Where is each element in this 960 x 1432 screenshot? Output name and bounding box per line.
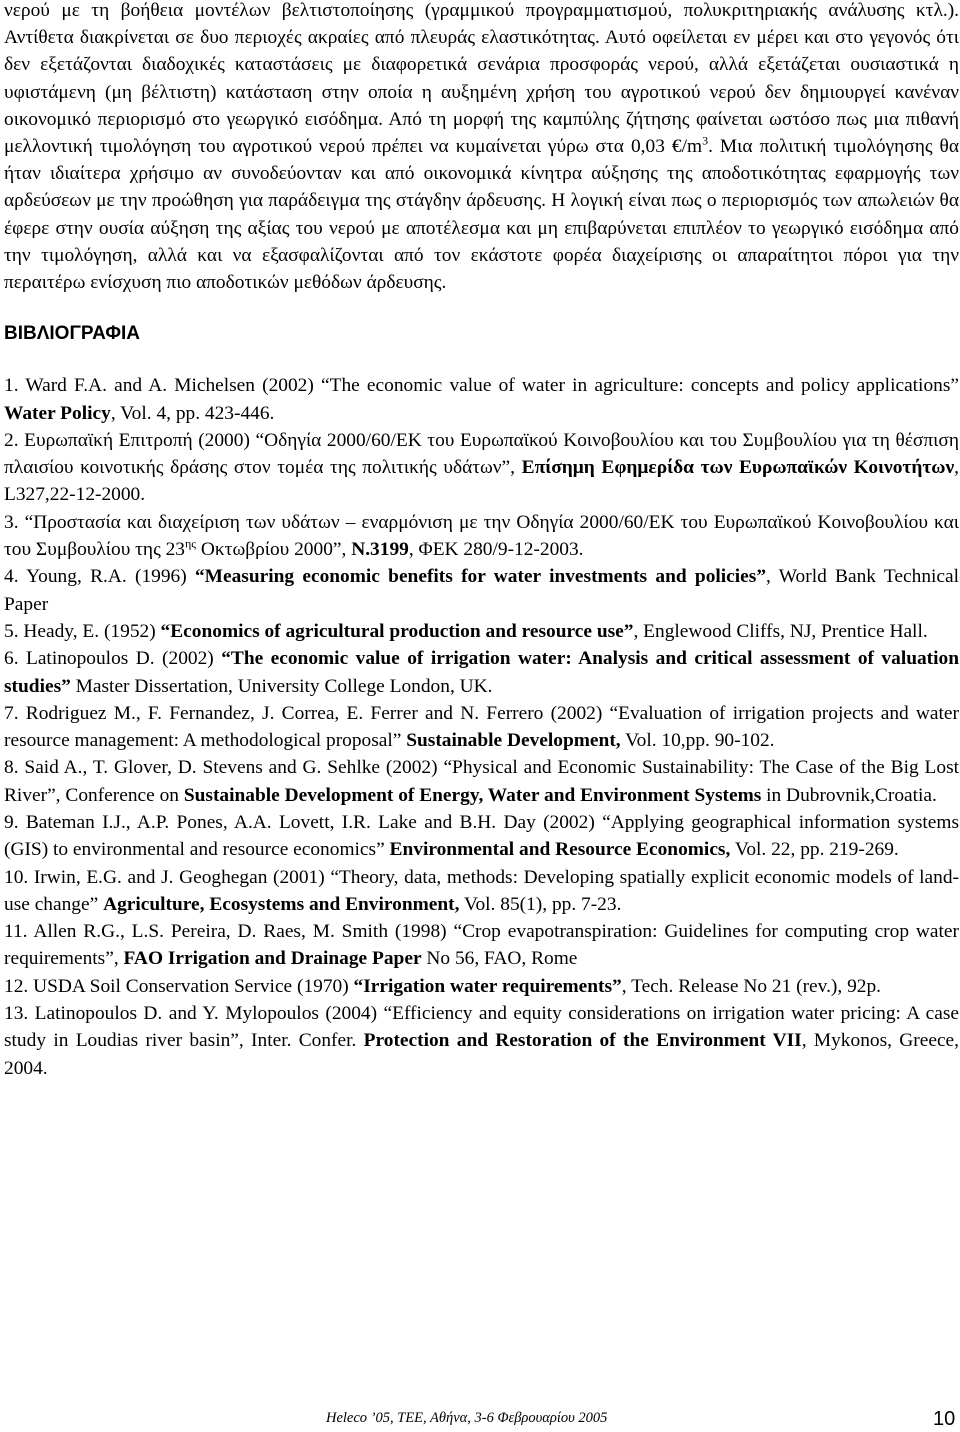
reference-text: , Tech. Release No 21 (rev.), 92p.	[621, 975, 882, 997]
document-page	[4, 0, 959, 1082]
reference-text: Master Dissertation, University College London, UK.	[70, 675, 493, 697]
reference-text: 1. Ward F.A. and A. Michelsen (2002) “The economic value of water in agriculture: concepts and policy applications”	[4, 375, 959, 397]
reference-item	[4, 509, 959, 564]
reference-text: , Englewood Cliffs, NJ, Prentice Hall.	[633, 620, 928, 642]
reference-item	[4, 700, 959, 755]
reference-text: 4. Young, R.A. (1996)	[4, 566, 195, 588]
reference-item	[4, 864, 959, 919]
reference-text: 8. Said A., T. Glover, D. Stevens and G. Sehlke (2002) “Physical and Economic Sustainability: The Case of the Big Lost River”, Conference on	[4, 757, 959, 806]
reference-text: 11. Allen R.G., L.S. Pereira, D. Raes, M. Smith (1998) “Crop evapotranspiration: Guidelines for computing crop water requirements”,	[4, 921, 959, 970]
paragraph-superscript: 3	[702, 133, 709, 148]
reference-item	[4, 918, 959, 973]
reference-text: 12. USDA Soil Conservation Service (1970)	[4, 975, 354, 997]
reference-item	[4, 563, 959, 618]
reference-bold-text: Agriculture, Ecosystems and Environment,	[103, 893, 460, 915]
reference-text: No 56, FAO, Rome	[421, 948, 578, 970]
reference-text: , Vol. 4, pp. 423-446.	[110, 402, 275, 424]
reference-bold-text: Επίσημη Εφημερίδα των Ευρωπαϊκών Κοινοτήτων	[521, 457, 955, 479]
reference-text: , ΦΕΚ 280/9-12-2003.	[408, 539, 584, 561]
reference-text: 6. Latinopoulos D. (2002)	[4, 648, 222, 670]
reference-item	[4, 427, 959, 509]
reference-text: Οκτωβρίου 2000”,	[196, 539, 352, 561]
reference-text: Vol. 22, pp. 219-269.	[730, 839, 899, 861]
body-paragraph	[4, 0, 959, 296]
reference-bold-text: Environmental and Resource Economics,	[389, 839, 731, 861]
reference-bold-text: FAO Irrigation and Drainage Paper	[123, 948, 422, 970]
reference-text: , L327,22-12-2000.	[4, 457, 959, 506]
reference-bold-text: Ν.3199	[351, 539, 409, 561]
reference-bold-text: “Economics of agricultural production and resource use”	[160, 620, 634, 642]
reference-text: , World Bank Technical Paper	[4, 566, 959, 615]
reference-bold-text: Water Policy	[4, 402, 111, 424]
reference-bold-text: “Irrigation water requirements”	[353, 975, 622, 997]
reference-bold-text: Sustainable Development,	[406, 730, 621, 752]
reference-bold-text: “The economic value of irrigation water: Analysis and critical assessment of valuation studies”	[4, 648, 960, 697]
reference-item	[4, 809, 959, 864]
reference-text: 7. Rodriguez M., F. Fernandez, J. Correa, E. Ferrer and N. Ferrero (2002) “Evaluation of irrigation projects and water resource management: A methodological proposal”	[4, 702, 959, 752]
reference-text: 3. “Προστασία και διαχείριση των υδάτων – εναρμόνιση με την Οδηγία 2000/60/ΕΚ του Ευρωπαϊκού Κοινοβουλίου και του Συμβουλίου της 23	[4, 511, 959, 561]
reference-bold-text: Protection and Restoration of the Environment VII	[363, 1030, 802, 1052]
bibliography-heading: ΒΙΒΛΙΟΓΡΑΦΙΑ	[4, 323, 140, 345]
paragraph-text: νερού με τη βοήθεια μοντέλων βελτιστοποίησης (γραμμικού προγραμματισμού, πολυκριτηριακής ανάλυσης κτλ.). Αντίθετα διακρίνεται σε δυο περιοχές ακραίες από πλευράς ελαστικότητας. Αυτό οφείλεται εν μέρει και στο γεγονός ότι δεν εξετάζονται διαδοχικές καταστάσεις με διαφορετικά σενάρια προσφοράς νερού, αλλά εξετάζεται ουσιαστικά η υφιστάμενη (μη βέλτιστη) κατάσταση στην οποία η αυξημένη χρήση του αγροτικού νερού δεν δημιουργεί κανέναν οικονομικό περιορισμό στο γεωργικό εισόδημα. Από τη μορφή της καμπύλης ζήτησης φαίνεται ωστόσο πως μια πιθανή μελλοντική τιμολόγηση του αγροτικού νερού πρέπει να κυμαίνεται γύρω στα 0,03 €/m	[4, 0, 959, 158]
reference-text: Vol. 10,pp. 90-102.	[620, 730, 775, 752]
page-number: 10	[933, 1408, 956, 1430]
reference-item	[4, 973, 959, 1000]
reference-text: Vol. 85(1), pp. 7-23.	[459, 893, 622, 915]
reference-item	[4, 618, 959, 645]
reference-item	[4, 372, 959, 427]
reference-superscript: ης	[185, 536, 197, 551]
reference-bold-text: “Measuring economic benefits for water investments and policies”	[194, 566, 767, 588]
reference-text: 9. Bateman I.J., A.P. Pones, A.A. Lovett, I.R. Lake and B.H. Day (2002) “Applying geographical information systems (GIS) to environmental and resource economics”	[4, 811, 959, 861]
reference-item	[4, 754, 959, 809]
reference-bold-text: Sustainable Development of Energy, Water and Environment Systems	[183, 784, 762, 806]
reference-text: 2. Ευρωπαϊκή Επιτροπή (2000) “Οδηγία 2000/60/ΕΚ του Ευρωπαϊκού Κοινοβουλίου και του Συμβουλίου για τη θέσπιση πλαισίου κοινοτικής δράσης στον τομέα της πολιτικής υδάτων”,	[4, 429, 959, 479]
footer-conference-note: Heleco ’05, ΤΕΕ, Αθήνα, 3-6 Φεβρουαρίου 2005	[326, 1410, 608, 1426]
reference-text: 5. Heady, E. (1952)	[4, 620, 161, 642]
reference-text: 10. Irwin, E.G. and J. Geoghegan (2001) “Theory, data, methods: Developing spatially explicit economic models of land-use change”	[4, 866, 959, 915]
reference-list	[4, 372, 959, 1082]
reference-item	[4, 1000, 959, 1082]
reference-text: 13. Latinopoulos D. and Y. Mylopoulos (2004) “Efficiency and equity considerations on irrigation water pricing: A case study in Loudias river basin”, Inter. Confer.	[4, 1003, 959, 1052]
paragraph-text-end: . Μια πολιτική τιμολόγησης θα ήταν ιδιαίτερα χρήσιμο αν συνοδεύονταν και από οικονομικά κίνητρα αύξησης της αποδοτικότητας εφαρμογής των αρδεύσεων με την προώθηση για παράδειγμα της στάγδην άρδευσης. Η λογική είναι πως ο περιορισμός των απωλειών θα έφερε στην ουσία αύξηση της αξίας του νερού με αποτέλεσμα και μη επιβαρύνεται επιπλέον το γεωργικό εισόδημα από την τιμολόγηση, αλλά και να εξασφαλίζονται από τον εκάστοτε φορέα διαχείρισης οι απαραίτητοι πόροι για την περαιτέρω ενίσχυση πιο αποδοτικών μεθόδων άρδευσης.	[4, 136, 959, 294]
reference-text: in Dubrovnik,Croatia.	[761, 784, 937, 806]
reference-text: , Mykonos, Greece, 2004.	[4, 1030, 960, 1079]
reference-item	[4, 645, 959, 700]
